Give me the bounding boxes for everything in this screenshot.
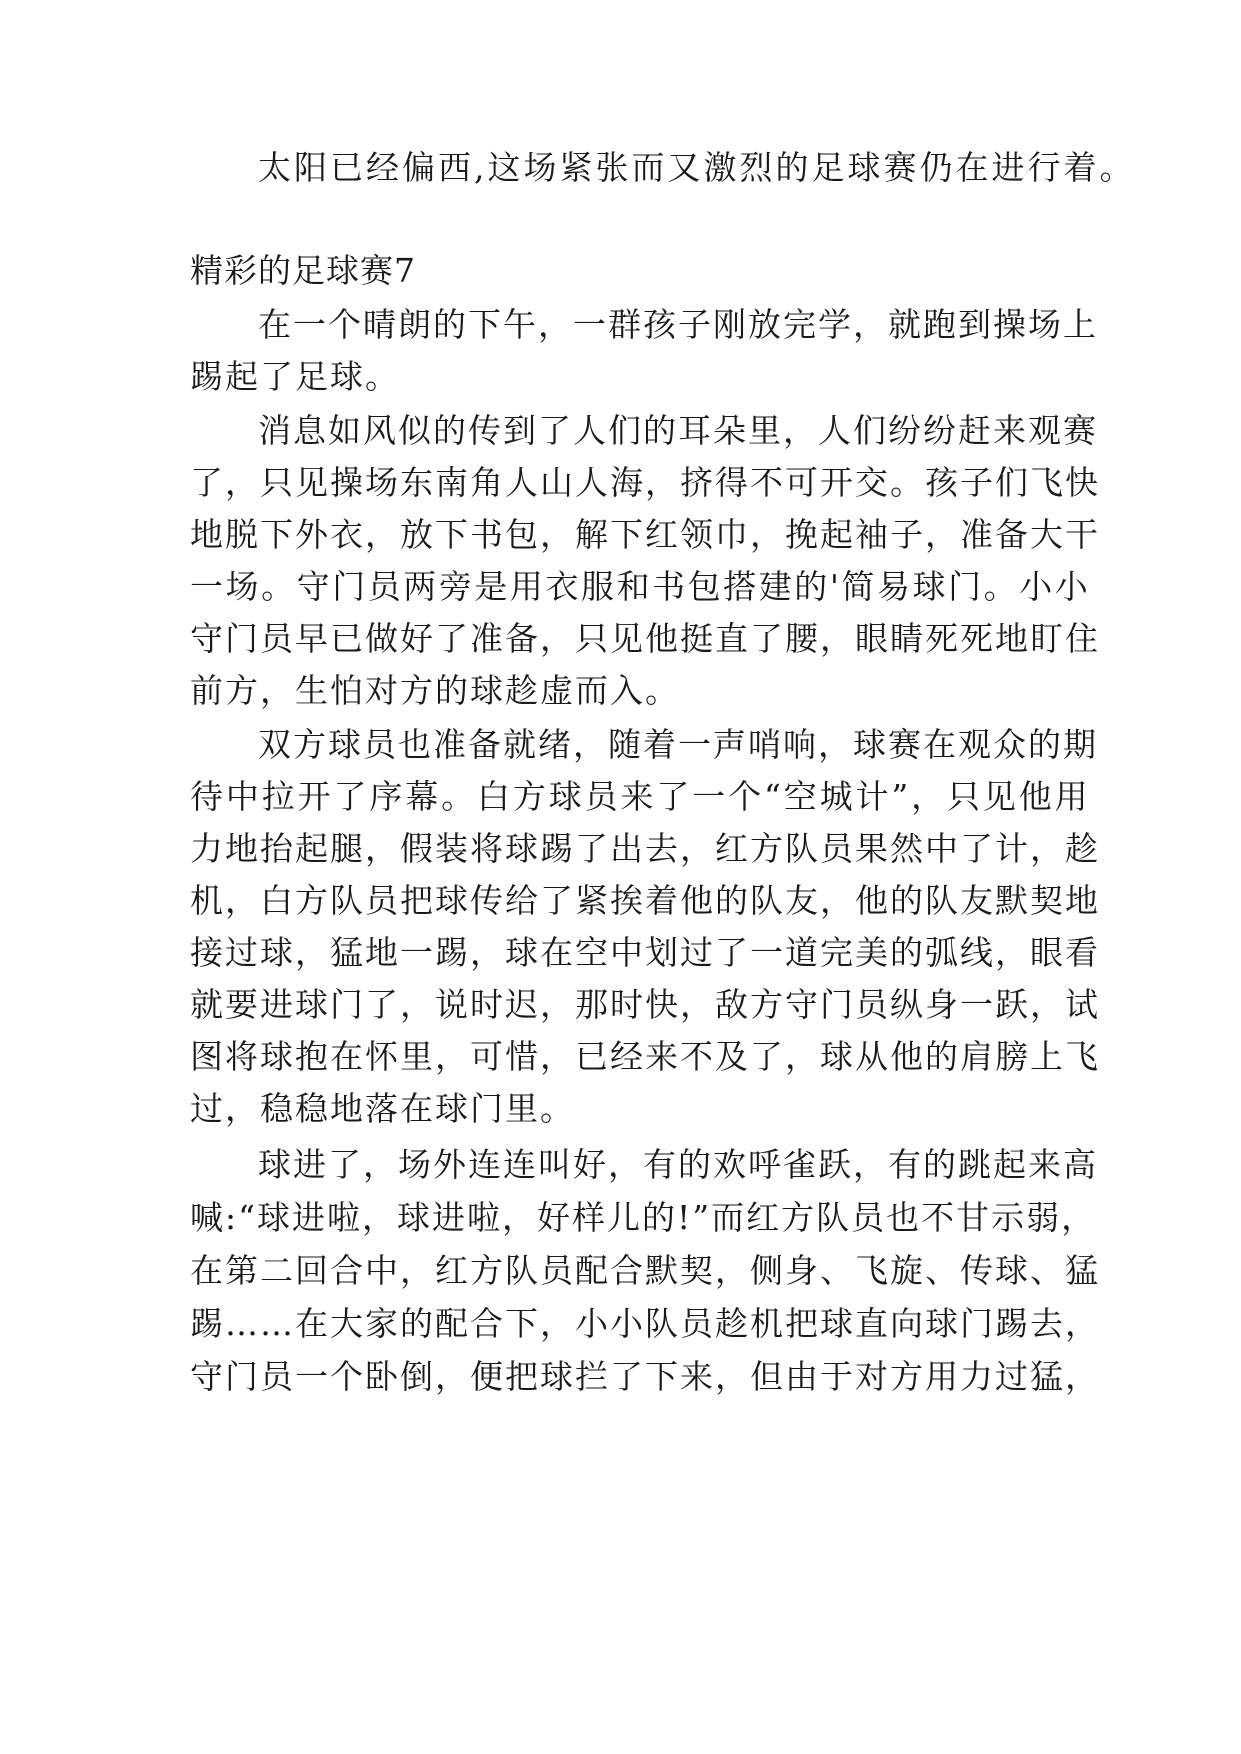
section-heading: 精彩的足球赛7 bbox=[190, 251, 416, 290]
paragraph-line: 前方，生怕对方的球趁虚而入。 bbox=[190, 671, 680, 710]
paragraph-line: 过，稳稳地落在球门里。 bbox=[190, 1089, 575, 1128]
paragraph-line: 在 第 二 回 合 中 ， 红 方 队 员 配 合 默 契 ， 侧 身 、 飞 旋 、 传 球 、 猛 bbox=[190, 1251, 1100, 1290]
paragraph-line: 待 中 拉 开 了 序 幕 。 白 方 球 员 来 了 一 个 “ 空 城 计 ” ， 只 见 他 用 bbox=[190, 777, 1090, 816]
paragraph-line: 消 息 如 风 似 的 传 到 了 人 们 的 耳 朵 里 ， 人 们 纷 纷 赶 来 观 赛 bbox=[258, 411, 1098, 450]
paragraph-line: 接 过 球 ， 猛 地 一 踢 ， 球 在 空 中 划 过 了 一 道 完 美 的 弧 线 ， 眼 看 bbox=[190, 933, 1100, 972]
paragraph-line: 守 门 员 早 已 做 好 了 准 备 ， 只 见 他 挺 直 了 腰 ， 眼 睛 死 死 地 盯 住 bbox=[190, 619, 1100, 658]
top-line: 太阳已经偏西,这场紧张而又激烈的足球赛仍在进行着。 bbox=[258, 148, 1136, 187]
paragraph-line: 守 门 员 一 个 卧 倒 ， 便 把 球 拦 了 下 来 ， 但 由 于 对 方 用 力 过 猛 ， bbox=[190, 1357, 1100, 1396]
paragraph-line: 一 场 。 守 门 员 两 旁 是 用 衣 服 和 书 包 搭 建 的 ' 简 易 球 门 。 小 小 bbox=[190, 567, 1090, 606]
paragraph-line: 在 一 个 晴 朗 的 下 午 ， 一 群 孩 子 刚 放 完 学 ， 就 跑 到 操 场 上 bbox=[258, 305, 1098, 344]
paragraph-line: 双 方 球 员 也 准 备 就 绪 ， 随 着 一 声 哨 响 ， 球 赛 在 观 众 的 期 bbox=[258, 725, 1098, 764]
paragraph-line: 机 ， 白 方 队 员 把 球 传 给 了 紧 挨 着 他 的 队 友 ， 他 的 队 友 默 契 地 bbox=[190, 881, 1100, 920]
paragraph-line: 踢起了足球。 bbox=[190, 357, 400, 396]
paragraph-line: 喊 : “ 球 进 啦 ， 球 进 啦 ， 好 样 儿 的 ! ” 而 红 方 队 员 也 不 甘 示 弱 ， bbox=[190, 1198, 1097, 1237]
paragraph-line: 地 脱 下 外 衣 ， 放 下 书 包 ， 解 下 红 领 巾 ， 挽 起 袖 子 ， 准 备 大 干 bbox=[190, 515, 1100, 554]
paragraph-line: 力 地 抬 起 腿 ， 假 装 将 球 踢 了 出 去 ， 红 方 队 员 果 然 中 了 计 ， 趁 bbox=[190, 829, 1100, 868]
paragraph-line: 球 进 了 ， 场 外 连 连 叫 好 ， 有 的 欢 呼 雀 跃 ， 有 的 跳 起 来 高 bbox=[258, 1145, 1098, 1184]
paragraph-line: 图 将 球 抱 在 怀 里 ， 可 惜 ， 已 经 来 不 及 了 ， 球 从 他 的 肩 膀 上 飞 bbox=[190, 1037, 1100, 1076]
paragraph-line: 了 ， 只 见 操 场 东 南 角 人 山 人 海 ， 挤 得 不 可 开 交 。 孩 子 们 飞 快 bbox=[190, 463, 1100, 502]
paragraph-line: 就 要 进 球 门 了 ， 说 时 迟 ， 那 时 快 ， 敌 方 守 门 员 纵 身 一 跃 ， 试 bbox=[190, 985, 1100, 1024]
paragraph-line: 踢 … … 在 大 家 的 配 合 下 ， 小 小 队 员 趁 机 把 球 直 向 球 门 踢 去 ， bbox=[190, 1304, 1100, 1343]
